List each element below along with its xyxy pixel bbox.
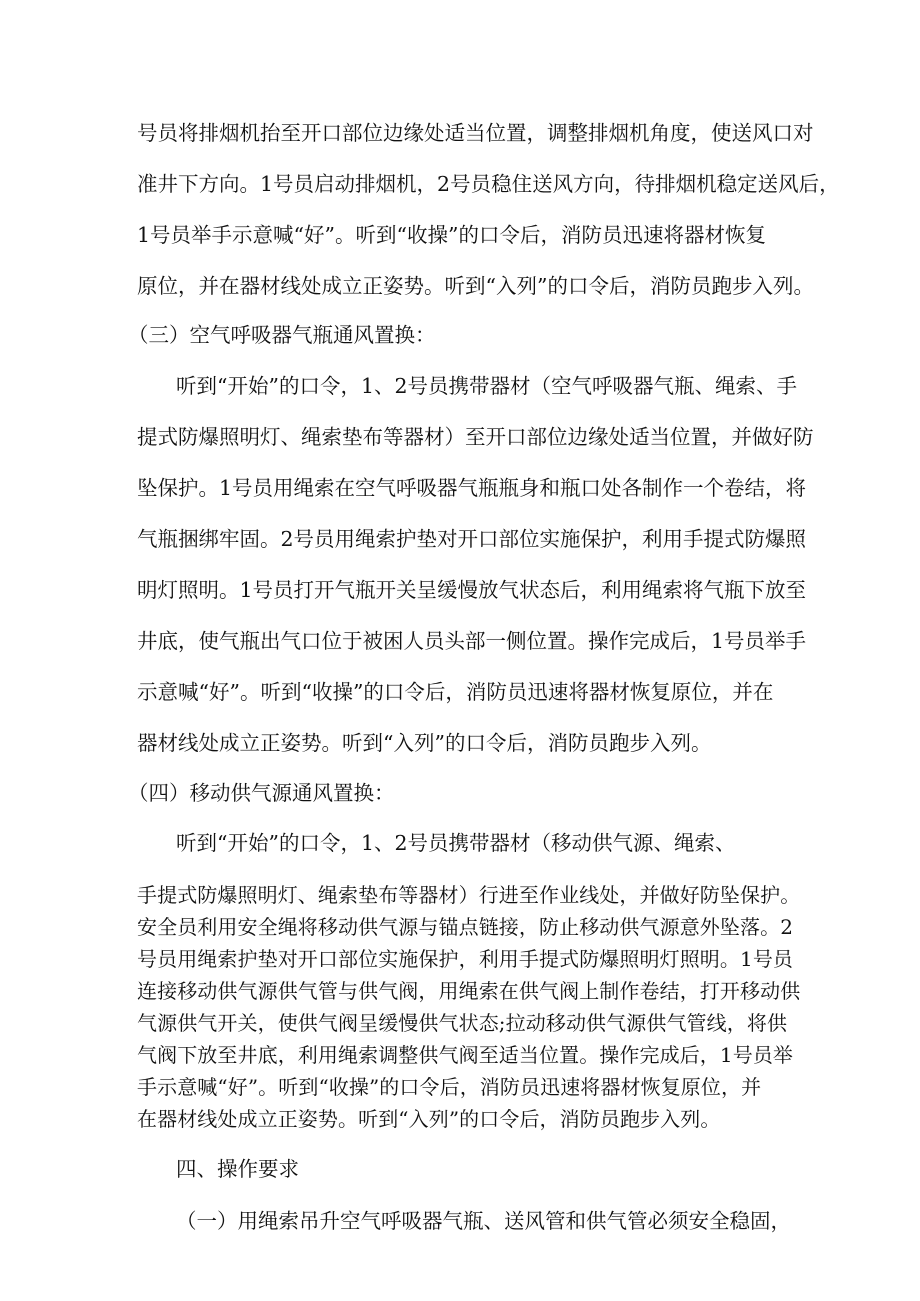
paragraph-1-line-1: 号员将排烟机抬至开口部位边缘处适当位置，调整排烟机角度，使送风口对: [137, 121, 814, 145]
paragraph-3-line-1: 听到“开始”的口令，1、2号员携带器材（移动供气源、绳索、: [176, 831, 736, 855]
subheading-four: （四）移动供气源通风置换：: [128, 781, 395, 805]
paragraph-3-line-4: 号员用绳索护垫对开口部位实施保护，利用手提式防爆照明灯照明。1号员: [137, 947, 794, 971]
paragraph-2-line-5: 明灯照明。1号员打开气瓶开关呈缓慢放气状态后，利用绳索将气瓶下放至: [137, 578, 807, 602]
paragraph-1-line-4: 原位，并在器材线处成立正姿势。听到“入列”的口令后，消防员跑步入列。: [137, 274, 814, 298]
paragraph-3-line-2: 手提式防爆照明灯、绳索垫布等器材）行进至作业线处，并做好防坠保护。: [137, 883, 801, 907]
paragraph-3-line-5: 连接移动供气源供气管与供气阀，用绳索在供气阀上制作卷结，打开移动供: [137, 979, 801, 1003]
subheading-three: （三）空气呼吸器气瓶通风置换：: [128, 323, 436, 347]
requirement-one-line: （一）用绳索吊升空气呼吸器气瓶、送风管和供气管必须安全稳固，: [176, 1209, 791, 1233]
paragraph-2-line-7: 示意喊“好”。听到“收操”的口令后，消防员迅速将器材恢复原位，并在: [137, 680, 774, 704]
section-four-heading: 四、操作要求: [176, 1157, 299, 1181]
paragraph-2-line-1: 听到“开始”的口令，1、2号员携带器材（空气呼吸器气瓶、绳索、手: [176, 374, 798, 398]
paragraph-3-line-7: 气阀下放至井底，利用绳索调整供气阀至适当位置。操作完成后，1号员举: [137, 1043, 794, 1067]
paragraph-1-line-3: 1号员举手示意喊“好”。听到“收操”的口令后，消防员迅速将器材恢复: [137, 223, 766, 247]
paragraph-3-line-8: 手示意喊“好”。听到“收操”的口令后，消防员迅速将器材恢复原位，并: [137, 1075, 762, 1099]
paragraph-3-line-6: 气源供气开关，使供气阀呈缓慢供气状态;拉动移动供气源供气管线，将供: [137, 1011, 788, 1035]
paragraph-3-line-3: 安全员利用安全绳将移动供气源与锚点链接，防止移动供气源意外坠落。2: [137, 915, 794, 939]
paragraph-1-line-2: 准井下方向。1号员启动排烟机，2号员稳住送风方向，待排烟机稳定送风后，: [137, 172, 840, 196]
paragraph-2-line-3: 坠保护。1号员用绳索在空气呼吸器气瓶瓶身和瓶口处各制作一个卷结，将: [137, 476, 807, 500]
paragraph-2-line-4: 气瓶捆绑牢固。2号员用绳索护垫对开口部位实施保护，利用手提式防爆照: [137, 527, 807, 551]
paragraph-2-line-2: 提式防爆照明灯、绳索垫布等器材）至开口部位边缘处适当位置，并做好防: [137, 425, 814, 449]
paragraph-2-line-8: 器材线处成立正姿势。听到“入列”的口令后，消防员跑步入列。: [137, 731, 712, 755]
paragraph-2-line-6: 井底，使气瓶出气口位于被困人员头部一侧位置。操作完成后，1号员举手: [137, 629, 807, 653]
paragraph-3-line-9: 在器材线处成立正姿势。听到“入列”的口令后，消防员跑步入列。: [137, 1107, 721, 1131]
